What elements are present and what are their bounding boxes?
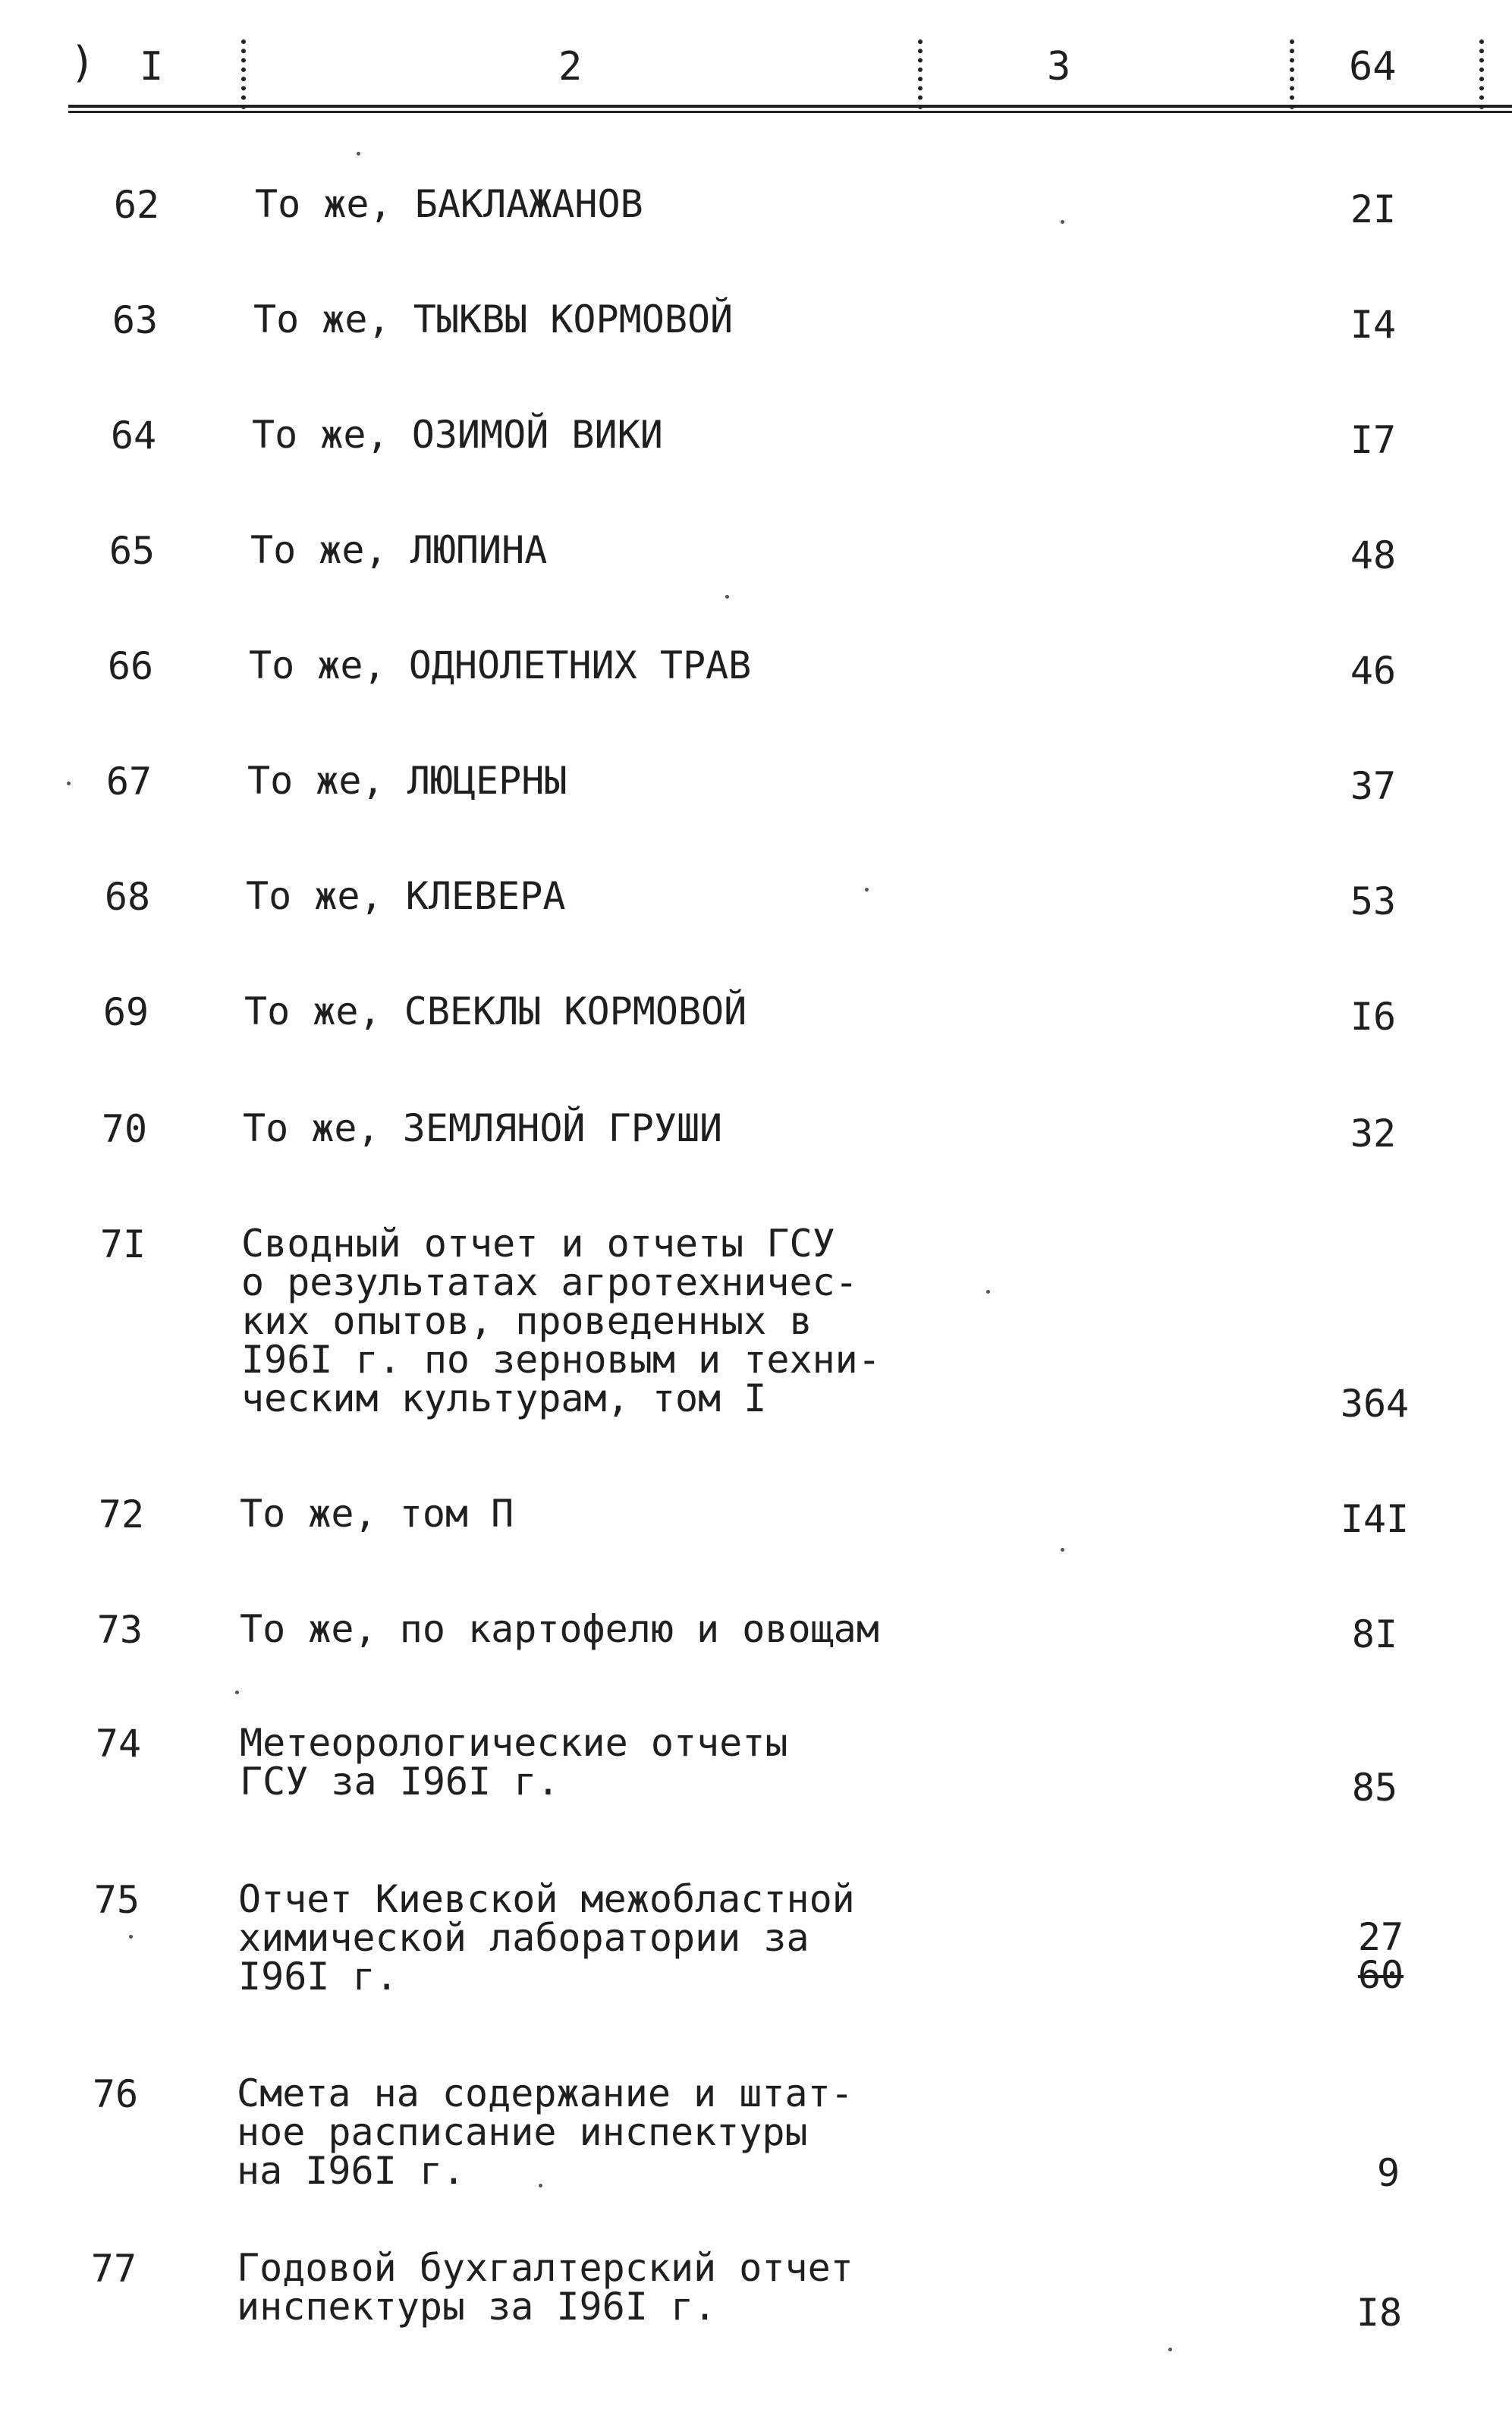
header-col-dates: 3 (1047, 44, 1071, 90)
scan-speck (67, 782, 71, 785)
header-col-number: I (140, 44, 164, 90)
header-col-title: 2 (558, 44, 583, 90)
table-header (0, 0, 1512, 121)
row-number: 62 (113, 183, 160, 227)
row-sheet-count-corrected (1305, 1915, 1457, 1997)
scan-speck (725, 595, 729, 599)
scan-speck (865, 888, 869, 892)
row-number: 67 (105, 760, 152, 804)
row-number: 69 (102, 990, 149, 1034)
scan-speck (235, 1691, 239, 1694)
row-sheet-count: I4I (1340, 1497, 1410, 1541)
row-description: То же, по картофелю и овощам (240, 1607, 879, 1651)
scan-speck (539, 2184, 542, 2188)
row-number: 68 (104, 875, 151, 919)
row-number: 73 (96, 1608, 143, 1652)
row-description: То же, БАКЛАЖАНОВ (255, 182, 643, 226)
scan-speck (1061, 1548, 1064, 1552)
row-description: То же, СВЕКЛЫ КОРМОВОЙ (244, 989, 747, 1033)
scan-speck (129, 1935, 133, 1939)
row-sheet-count: 48 (1350, 533, 1397, 577)
row-number: 76 (92, 2072, 139, 2116)
row-description: Сводный отчет и отчеты ГСУ о результатах агротехничес- ких опытов, проведенных в I96I г. по зерновым и техни- ческим культурам, том I (241, 1222, 881, 1420)
row-description: Годовой бухгалтерский отчет инспектуры за I96I г. (237, 2246, 853, 2329)
sheet-count-new: 27 (1357, 1915, 1404, 1959)
row-number: 72 (98, 1492, 145, 1536)
row-number: 75 (93, 1878, 140, 1922)
row-sheet-count: 85 (1351, 1766, 1398, 1810)
header-rule-bottom (68, 111, 1512, 113)
row-number: 66 (107, 644, 154, 688)
row-sheet-count: 9 (1376, 2151, 1400, 2195)
row-description: То же, ОДНОЛЕТНИХ ТРАВ (249, 643, 752, 687)
scan-speck (1168, 2348, 1172, 2351)
row-description: То же, ЛЮПИНА (250, 528, 548, 572)
row-sheet-count: I7 (1350, 418, 1397, 462)
row-number: 77 (90, 2247, 137, 2291)
header-separator (1290, 39, 1299, 109)
sheet-count-struck: 60 (1357, 1953, 1404, 1997)
row-number: 74 (95, 1722, 142, 1766)
row-sheet-count: I8 (1356, 2291, 1403, 2335)
row-description: То же, ОЗИМОЙ ВИКИ (252, 413, 663, 457)
row-number: 70 (101, 1107, 148, 1151)
row-description: Смета на содержание и штат- ное расписание инспектуры на I96I г. (237, 2071, 853, 2193)
row-number: 63 (112, 298, 159, 342)
row-number: 65 (108, 529, 156, 573)
row-sheet-count: 8I (1351, 1612, 1398, 1656)
row-sheet-count: I4 (1350, 303, 1397, 347)
row-number: 7I (99, 1222, 146, 1266)
header-separator (241, 39, 250, 109)
row-sheet-count: 32 (1350, 1112, 1397, 1156)
header-rule-top (68, 105, 1512, 108)
row-sheet-count: 364 (1340, 1382, 1410, 1426)
row-description: То же, ТЫКВЫ КОРМОВОЙ (253, 297, 734, 341)
header-bracket-left: ) (70, 38, 96, 87)
row-sheet-count: 2I (1350, 187, 1397, 231)
scan-speck (986, 1290, 990, 1294)
scan-speck (357, 152, 360, 156)
header-col-sheets: 64 (1349, 44, 1397, 90)
row-description: То же, КЛЕВЕРА (246, 874, 566, 918)
row-number: 64 (110, 414, 157, 458)
row-description: Отчет Киевской межобластной химической лаборатории за I96I г. (238, 1877, 855, 1999)
row-sheet-count: I6 (1350, 995, 1397, 1039)
header-separator (1479, 39, 1488, 109)
row-sheet-count: 53 (1350, 879, 1397, 923)
row-sheet-count: 46 (1350, 649, 1397, 693)
header-separator (918, 39, 927, 109)
row-description: То же, ЗЕМЛЯНОЙ ГРУШИ (243, 1106, 723, 1150)
scan-speck (1061, 220, 1064, 224)
row-description: То же, том П (240, 1492, 514, 1536)
row-description: То же, ЛЮЦЕРНЫ (247, 759, 567, 803)
row-sheet-count: 37 (1350, 764, 1397, 808)
row-description: Метеорологические отчеты ГСУ за I96I г. (240, 1721, 788, 1804)
